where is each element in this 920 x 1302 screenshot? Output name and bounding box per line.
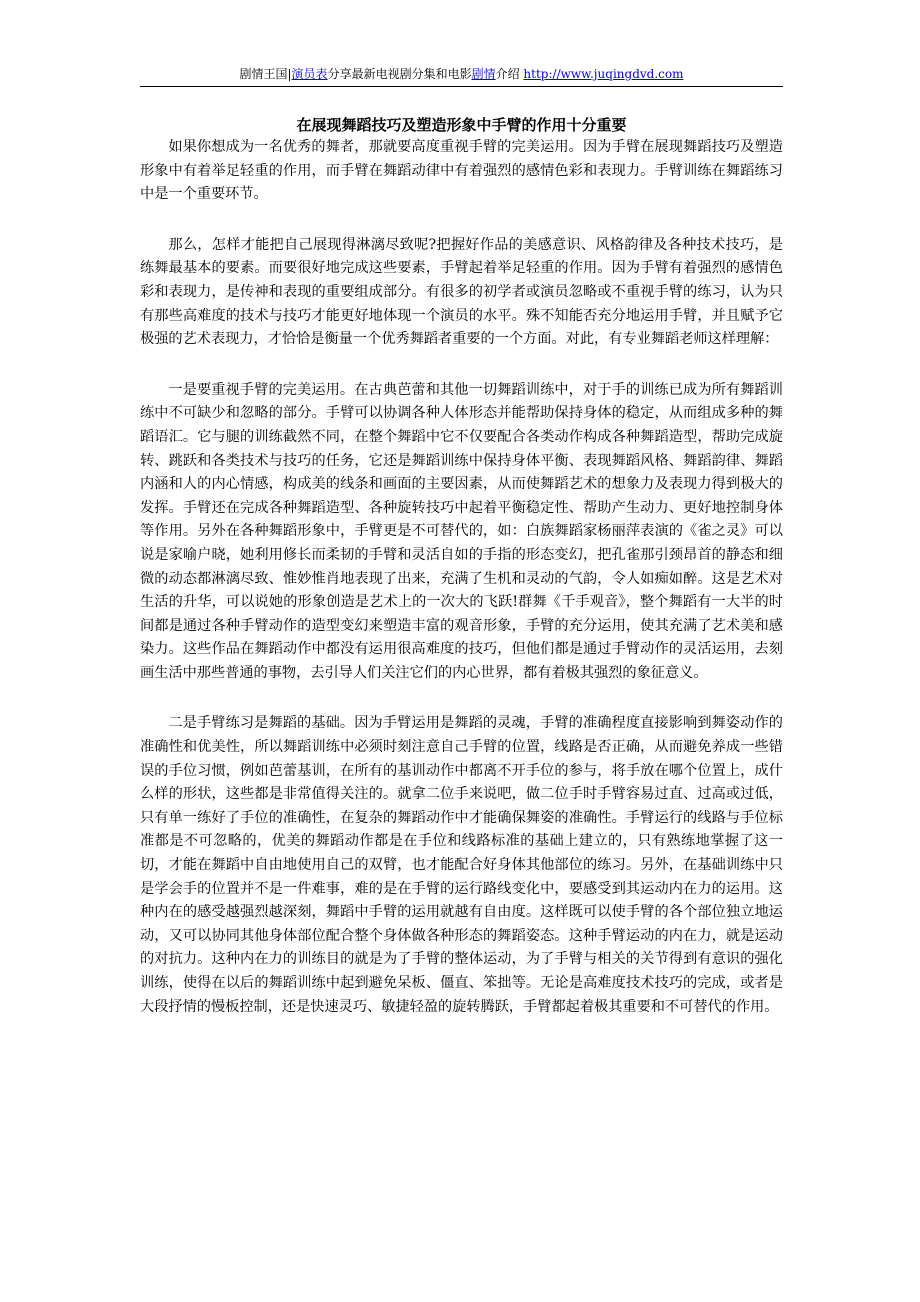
header-intro: 介绍 xyxy=(495,67,524,81)
paragraph-2: 那么，怎样才能把自己展现得淋漓尽致呢?把握好作品的美感意识、风格韵律及各种技术技巧，是练舞最基本的要素。而要很好地完成这些要素，手臂起着举足轻重的作用。因为手臂有着强烈的感情色彩和表现力，是传神和表现的重要组成部分。有很多的初学者或演员忽略或不重视手臂的练习，认为只有那些高难度的技术与技巧才能更好地体现一个演员的水平。殊不知能否充分地运用手臂，并且赋予它极强的艺术表现力，才恰恰是衡量一个优秀舞蹈者重要的一个方面。对此，有专业舞蹈老师这样理解： xyxy=(140,236,783,348)
header-link-plot[interactable]: 剧情 xyxy=(471,67,496,81)
paragraph-3: 一是要重视手臂的完美运用。在古典芭蕾和其他一切舞蹈训练中，对于手的训练已成为所有舞蹈训练中不可缺少和忽略的部分。手臂可以协调各种人体形态并能帮助保持身体的稳定，从而组成多种的舞蹈语汇。它与腿的训练截然不同，在整个舞蹈中它不仅要配合各类动作构成各种舞蹈造型，帮助完成旋转、跳跃和各类技术与技巧的任务，它还是舞蹈训练中保持身体平衡、表现舞蹈风格、舞蹈韵律、舞蹈内涵和人的内心情感，构成美的线条和画面的主要因素，从而使舞蹈艺术的想象力及表现力得到极大的发挥。手臂还在完成各种舞蹈造型、各种旋转技巧中起着平衡稳定性、帮助产生动力、更好地控制身体等作用。另外在各种舞蹈形象中，手臂更是不可替代的，如：白族舞蹈家杨丽萍表演的《雀之灵》可以说是家喻户晓，她利用修长而柔韧的手臂和灵活自如的手指的形态变幻，把孔雀那引颈昂首的静态和细微的动态都淋漓尽致、惟妙惟肖地表现了出来，充满了生机和灵动的气韵，令人如痴如醉。这是艺术对生活的升华，可以说她的形象创造是艺术上的一次大的飞跃!群舞《千手观音》，整个舞蹈有一大半的时间都是通过各种手臂动作的造型变幻来塑造丰富的观音形象，手臂的充分运用，使其充满了艺术美和感染力。这些作品在舞蹈动作中都没有运用很高难度的技巧，但他们都是通过手臂动作的灵活运用，去刻画生活中那些普通的事物，去引导人们关注它们的内心世界，都有着极其强烈的象征意义。 xyxy=(140,381,783,681)
paragraph-4: 二是手臂练习是舞蹈的基础。因为手臂运用是舞蹈的灵魂，手臂的准确程度直接影响到舞姿动作的准确性和优美性，所以舞蹈训练中必须时刻注意自己手臂的位置，线路是否正确，从而避免养成一些错误的手位习惯，例如芭蕾基训，在所有的基训动作中都离不开手位的参与，将手放在哪个位置上，成什么样的形状，这些都是非常值得关注的。就拿二位手来说吧，做二位手时手臂容易过直、过高或过低，只有单一练好了手位的准确性，在复杂的舞蹈动作中才能确保舞姿的准确性。手臂运行的线路与手位标准都是不可忽略的，优美的舞蹈动作都是在手位和线路标准的基础上建立的，只有熟练地掌握了这一切，才能在舞蹈中自由地使用自己的双臂，也才能配合好身体其他部位的练习。另外，在基础训练中只是学会手的位置并不是一件难事，难的是在手臂的运行路线变化中，要感受到其运动内在力的运用。这种内在的感受越强烈越深刻，舞蹈中手臂的运用就越有自由度。这样既可以使手臂的各个部位独立地运动，又可以协同其他身体部位配合整个身体做各种形态的舞蹈姿态。这种手臂运动的内在力，就是运动的对抗力。这种内在力的训练目的就是为了手臂的整体运动，为了手臂与相关的关节得到有意识的强化训练，使得在以后的舞蹈训练中起到避免呆板、僵直、笨拙等。无论是高难度技术技巧的完成，或者是大段抒情的慢板控制，还是快速灵巧、敏捷轻盈的旋转腾跃，手臂都起着极其重要和不可替代的作用。 xyxy=(140,715,783,1015)
page-header xyxy=(140,64,783,87)
document-body xyxy=(140,136,783,1046)
paragraph-1: 如果你想成为一名优秀的舞者，那就要高度重视手臂的完美运用。因为手臂在展现舞蹈技巧及塑造形象中有着举足轻重的作用，而手臂在舞蹈动律中有着强烈的感情色彩和表现力。手臂训练在舞蹈练习中是一个重要环节。 xyxy=(140,139,783,203)
document-title: 在展现舞蹈技巧及塑造形象中手臂的作用十分重要 xyxy=(296,116,627,134)
header-site-url[interactable]: http://www.juqingdvd.com xyxy=(523,67,684,81)
header-site-name: 剧情王国| xyxy=(239,67,292,81)
header-link-cast[interactable]: 演员表 xyxy=(291,67,328,81)
header-tagline: 分享最新电视剧分集和电影 xyxy=(327,67,472,81)
